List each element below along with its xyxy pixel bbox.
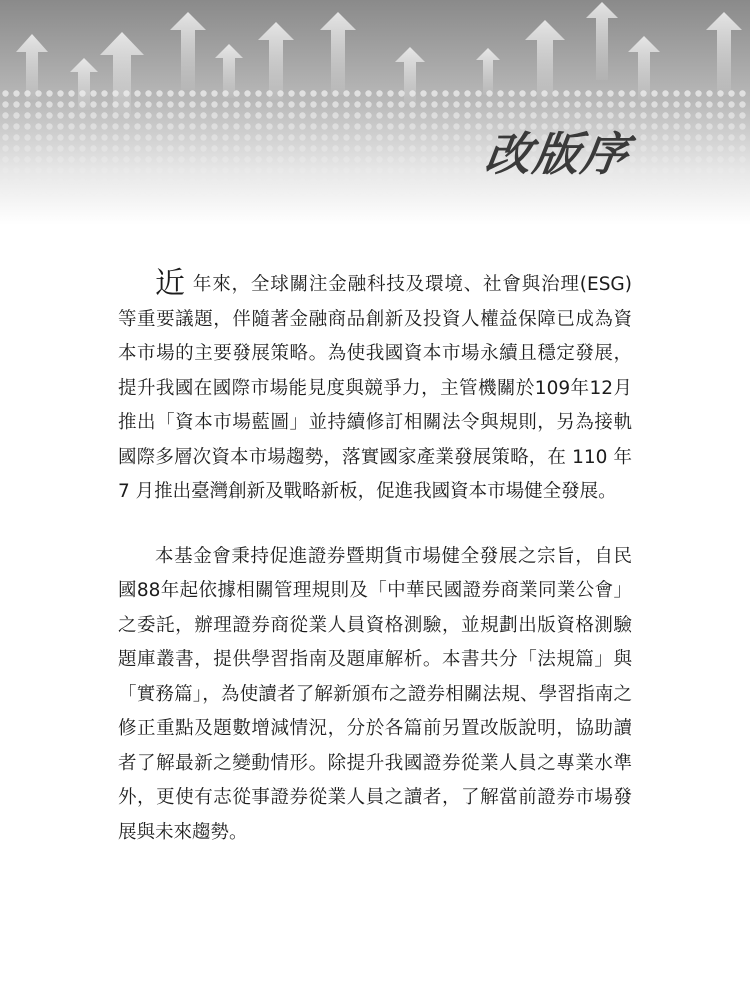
- paragraph-1: [118, 268, 632, 510]
- page-title: 改版序: [481, 127, 634, 181]
- paragraph-1-text: 年來，全球關注金融科技及環境、社會與治理(ESG)等重要議題，伴隨著金融商品創新及投資人權益保障已成為資本市場的主要發展策略。為使我國資本市場永續且穩定發展，提升我國在國際市場能見度與競爭力，主管機關於109年12月推出「資本市場藍圖」並持續修訂相關法令與規則，另為接軌國際多層次資本市場趨勢，落實國家產業發展策略，在 110 年 7 月推出臺灣創新及戰略新板，促進我國資本市場健全發展。: [118, 274, 632, 502]
- paragraph-1-initial: 近: [155, 266, 185, 301]
- paragraph-2: 本基金會秉持促進證券暨期貨市場健全發展之宗旨，自民國88年起依據相關管理規則及「中華民國證券商業同業公會」之委託，辦理證券商從業人員資格測驗，並規劃出版資格測驗題庫叢書，提供學習指南及題庫解析。本書共分「法規篇」與「實務篇」，為使讀者了解新頒布之證券相關法規、學習指南之修正重點及題數增減情況，分於各篇前另置改版說明，協助讀者了解最新之變動情形。除提升我國證券從業人員之專業水準外，更使有志從事證券從業人員之讀者，了解當前證券市場發展與未來趨勢。: [118, 545, 632, 843]
- arrow-up-pattern-icon: [0, 0, 750, 225]
- preface-body: [118, 268, 632, 850]
- header-banner: [0, 0, 750, 225]
